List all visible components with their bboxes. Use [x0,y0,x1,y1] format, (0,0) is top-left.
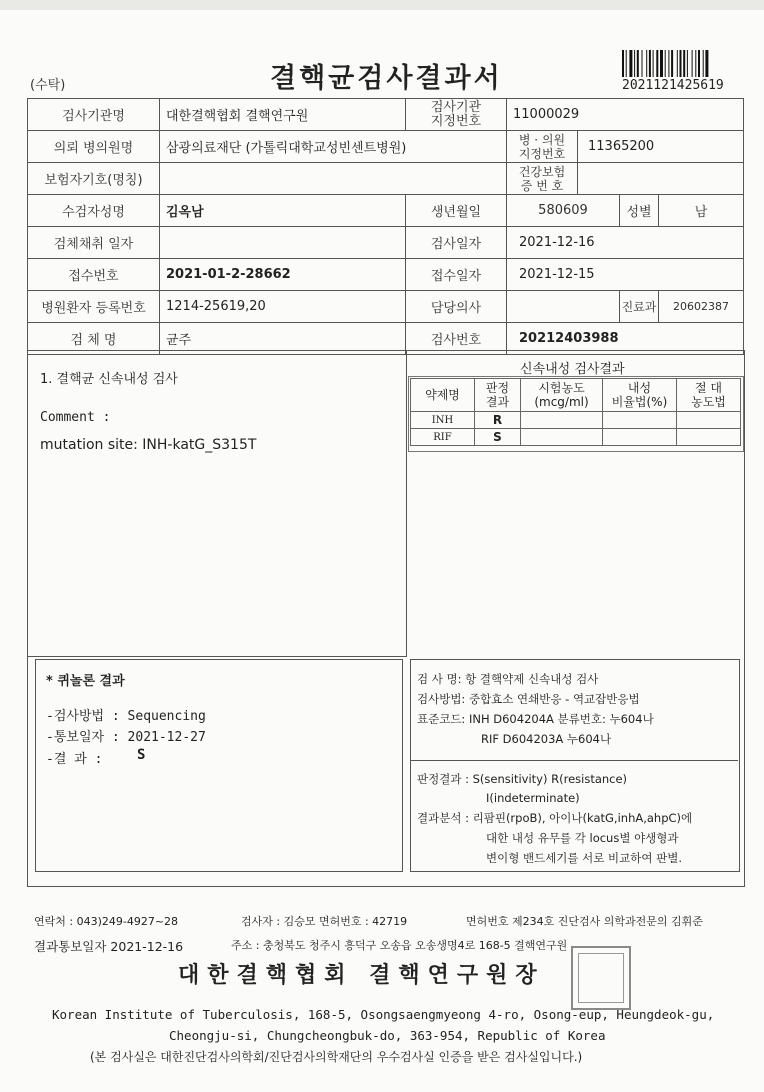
barcode-bar [683,50,685,77]
susceptibility-title: 신속내성 검사결과 [520,362,625,377]
examiner-info: 검사자 : 김승모 면허번호 : 42719 [241,915,408,928]
receipt-label: 접수번호 [28,259,160,291]
barcode-bar [622,50,624,77]
agency-value: 대한결핵협회 결핵연구원 [160,99,406,131]
agency-label: 검사기관명 [28,99,160,131]
official-seal-stamp [571,946,631,1010]
receipt-date-value: 2021-12-15 [507,259,744,291]
hospital-no-cell [507,131,744,163]
barcode-bar [677,50,678,77]
barcode-bar [626,50,627,77]
quinolone-method: -검사방법 : Sequencing [46,709,206,724]
barcode-image [622,50,730,77]
drug-abs [677,429,741,446]
col-conc-header: 시험농도 (mcg/ml) [521,379,603,412]
note-code-2: RIF D604203A 누604나 [481,732,612,746]
drug-result: R [475,412,521,429]
drug-conc [521,429,603,446]
sex-value: 남 [659,195,744,227]
drug-name: RIF [411,429,475,446]
barcode-bar [629,50,632,77]
barcode-bar [649,50,651,77]
report-title: 결핵균검사결과서 [270,63,503,94]
sex-label: 성별 [620,195,659,227]
quinolone-result-value: S [137,747,146,763]
notify-date: 결과통보일자 2021-12-16 [34,939,184,954]
left-upper-panel [27,350,407,657]
quinolone-date: -통보일자 : 2021-12-27 [46,730,206,745]
col-abs-header: 절 대 농도법 [677,379,741,412]
reg-value: 1214-25619,20 [160,291,406,323]
address-en-line2: Cheongju-si, Chungcheongbuk-do, 363-954, Republic of Korea [169,1028,606,1043]
test-date-label: 검사일자 [406,227,507,259]
receipt-value: 2021-01-2-28662 [160,259,406,291]
specimen-label: 검 체 명 [28,323,160,355]
insurance-label: 건강보험 증 번 호 [507,163,578,194]
test-no-value: 20212403988 [507,323,744,355]
test-no-label: 검사번호 [406,323,507,355]
section-title: 1. 결핵균 신속내성 검사 [40,372,178,387]
patient-label: 수검자성명 [28,195,160,227]
certification-note: (본 검사실은 대한진단검사의학회/진단검사의학재단의 우수검사실 인증을 받은 검사실입니다.) [90,1050,583,1064]
quinolone-result-label: -결 과 : [46,752,103,767]
note-judgement-2: I(indeterminate) [486,791,580,805]
barcode-bar [671,50,673,77]
note-code: 표준코드: INH D604204A 분류번호: 누604나 [417,712,654,726]
specimen-value: 균주 [160,323,406,355]
barcode-bar [680,50,682,77]
barcode-bar [656,50,658,77]
specialist-info: 면허번호 제234호 진단검사 의학과전문의 김휘준 [466,915,703,928]
contact-info: 연락처 : 043)249-4927~28 [34,915,179,928]
comment-label: Comment : [40,410,111,425]
agency-no-label: 검사기관 지정번호 [406,99,507,131]
barcode-bar [687,50,688,77]
birth-value: 580609 [507,195,620,227]
barcode-bar [653,50,654,77]
note-analysis: 결과분석 : 리팜핀(rpoB), 아이나(katG,inhA,ahpC)에 [417,811,693,825]
note-analysis-3: 변이형 밴드세기를 서로 비교하여 판별. [486,851,683,865]
susceptibility-header-row [411,379,741,412]
drug-ratio [603,412,677,429]
table-row [411,429,741,446]
barcode-bar [703,50,704,77]
barcode-bar [665,50,666,77]
drug-ratio [603,429,677,446]
note-test-name: 검 사 명: 항 결핵약제 신속내성 검사 [417,672,599,686]
susceptibility-table [410,378,741,446]
reg-label: 병원환자 등록번호 [28,291,160,323]
barcode-bar [642,50,643,77]
hospital-value: 삼광의료재단 (가톨릭대학교성빈센트병원) [160,131,507,163]
organization-name: 대한결핵협회 결핵연구원장 [178,962,545,988]
receipt-date-label: 접수일자 [406,259,507,291]
scan-edge [0,0,764,10]
barcode-bar [660,50,663,77]
note-analysis-2: 대한 내성 유무를 각 locus별 야생형과 [486,831,679,845]
drug-name: INH [411,412,475,429]
barcode-bar [698,50,700,77]
collect-value [160,227,406,259]
dept-value: 20602387 [659,291,744,323]
doctor-label: 담당의사 [406,291,507,323]
col-drug-header: 약제명 [411,379,475,412]
hospital-no-value: 11365200 [588,139,655,154]
notes-divider [410,760,738,761]
copy-tag: (수탁) [30,78,66,93]
birth-label: 생년월일 [406,195,507,227]
drug-abs [677,412,741,429]
table-row [411,412,741,429]
hospital-label: 의뢰 병의원명 [28,131,160,163]
drug-result: S [475,429,521,446]
hospital-no-label: 병 · 의원 지정번호 [507,131,578,162]
note-judgement: 판정결과 : S(sensitivity) R(resistance) [417,772,628,786]
doctor-value [507,291,620,323]
agency-no-value: 11000029 [507,99,744,131]
collect-label: 검체채취 일자 [28,227,160,259]
address-kr: 주소 : 충청북도 청주시 흥덕구 오송읍 오송생명4로 168-5 결핵연구원 [231,939,568,952]
insurance-cell [507,163,744,195]
barcode-bar [695,50,696,77]
mutation-text: mutation site: INH-katG_S315T [40,437,257,453]
barcode-bar [705,50,708,77]
patient-info-table [27,98,744,355]
insurer-value [160,163,507,195]
dept-label: 진료과 [620,291,659,323]
col-result-header: 판정 결과 [475,379,521,412]
col-ratio-header: 내성 비율법(%) [603,379,677,412]
insurer-label: 보험자기호(명칭) [28,163,160,195]
barcode-bar [668,50,669,77]
note-method: 검사방법: 중합효소 연쇄반응 - 역교잡반응법 [417,692,640,706]
patient-value: 김옥남 [160,195,406,227]
drug-conc [521,412,603,429]
barcode-bar [634,50,635,77]
test-date-value: 2021-12-16 [507,227,744,259]
quinolone-title: * 퀴놀론 결과 [46,674,125,689]
barcode-bar [637,50,639,77]
barcode-number: 2021121425619 [622,78,724,93]
barcode-bar [692,50,693,77]
barcode-bar [646,50,647,77]
address-en-line1: Korean Institute of Tuberculosis, 168-5, Osongsaengmyeong 4-ro, Osong-eup, Heungdeok-gu, [52,1007,715,1022]
